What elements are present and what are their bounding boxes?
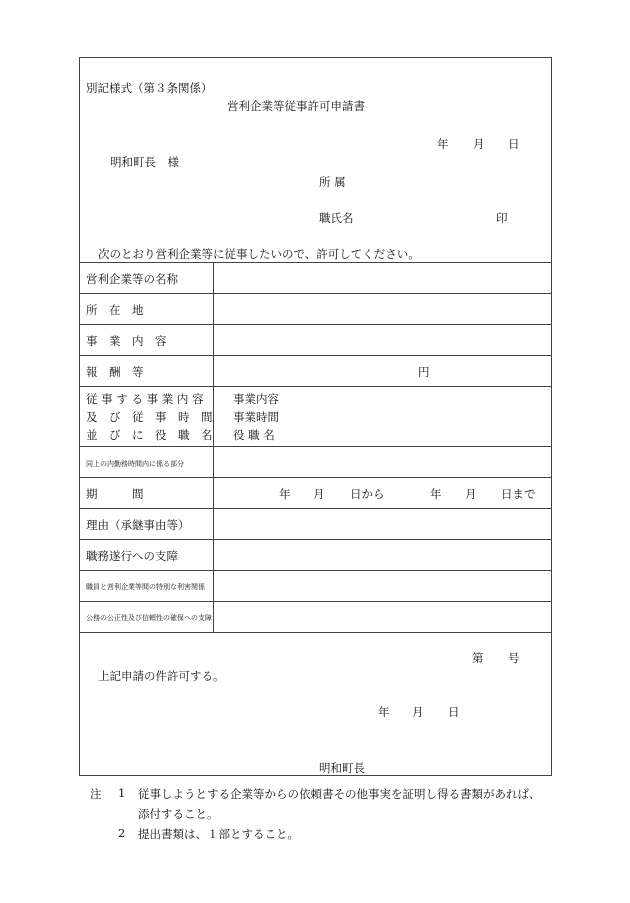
engaged-label-3: 並 び に 役 職 名 xyxy=(86,428,213,442)
fairness-label: 公務の公正性及び信頼性の確保への支障 xyxy=(86,614,212,622)
business-label: 事 業 内 容 xyxy=(86,334,167,348)
note-1-text: 従事しようとする企業等からの依頼書その他事実を証明し得る書類があれば、 xyxy=(138,787,541,801)
duty-impact-label: 職務遂行への支障 xyxy=(86,549,178,563)
period-year-end: 年 xyxy=(430,487,442,501)
conflict-label: 職員と営利企業等間の特別な利害関係 xyxy=(86,583,205,591)
company-name-label: 営利企業等の名称 xyxy=(86,272,178,286)
row-divider xyxy=(80,477,551,478)
date-month: 月 xyxy=(473,137,485,151)
engaged-label-1: 従 事 す る 事 業 内 容 xyxy=(86,392,204,406)
form-title: 営利企業等従事許可申請書 xyxy=(227,99,365,113)
period-day-end: 日まで xyxy=(501,487,536,501)
number-dai: 第 xyxy=(472,651,484,665)
note-2-number: 2 xyxy=(118,826,126,840)
engaged-value-1: 事業内容 xyxy=(233,392,279,406)
approval-text: 上記申請の件許可する。 xyxy=(98,669,225,683)
position-name-label: 職氏名 xyxy=(319,211,354,225)
row-divider xyxy=(80,570,551,571)
row-divider xyxy=(80,355,551,356)
row-divider xyxy=(80,632,551,633)
period-year-start: 年 xyxy=(279,487,291,501)
notes-label: 注 xyxy=(90,787,102,801)
request-text: 次のとおり営利企業等に従事したいので、許可してください。 xyxy=(98,247,420,261)
period-month-end: 月 xyxy=(465,487,477,501)
period-label: 期 間 xyxy=(86,487,144,501)
note-1-text-cont: 添付すること。 xyxy=(138,807,219,821)
date-day: 日 xyxy=(508,137,520,151)
number-go: 号 xyxy=(508,651,520,665)
seal-mark: 印 xyxy=(496,211,508,225)
row-divider xyxy=(80,324,551,325)
approval-day: 日 xyxy=(448,705,460,719)
affiliation-label: 所 属 xyxy=(319,175,346,189)
note-1-number: 1 xyxy=(118,786,126,800)
form-reference: 別記様式（第３条関係） xyxy=(86,81,213,95)
engaged-value-2: 事業時間 xyxy=(233,410,279,424)
column-divider xyxy=(213,262,214,632)
row-divider xyxy=(80,539,551,540)
period-month-start: 月 xyxy=(313,487,325,501)
addressee: 明和町長 様 xyxy=(110,155,179,169)
row-divider xyxy=(80,293,551,294)
reason-label: 理由（承継事由等） xyxy=(86,518,190,532)
date-year: 年 xyxy=(437,137,449,151)
approval-signer: 明和町長 xyxy=(319,761,365,775)
yen-unit: 円 xyxy=(418,365,430,379)
location-label: 所 在 地 xyxy=(86,303,144,317)
row-divider xyxy=(80,386,551,387)
row-divider xyxy=(80,446,551,447)
engaged-value-3: 役 職 名 xyxy=(233,428,275,442)
remuneration-label: 報 酬 等 xyxy=(86,365,144,379)
row-divider xyxy=(80,508,551,509)
working-hours-label: 同上の内勤務時間内に係る部分 xyxy=(86,460,184,468)
row-divider xyxy=(80,262,551,263)
engaged-label-2: 及 び 従 事 時 間 xyxy=(86,410,213,424)
row-divider xyxy=(80,601,551,602)
approval-year: 年 xyxy=(378,705,390,719)
note-2-text: 提出書類は、１部とすること。 xyxy=(138,827,299,841)
approval-month: 月 xyxy=(412,705,424,719)
period-day-start: 日から xyxy=(350,487,385,501)
application-form xyxy=(79,57,552,776)
